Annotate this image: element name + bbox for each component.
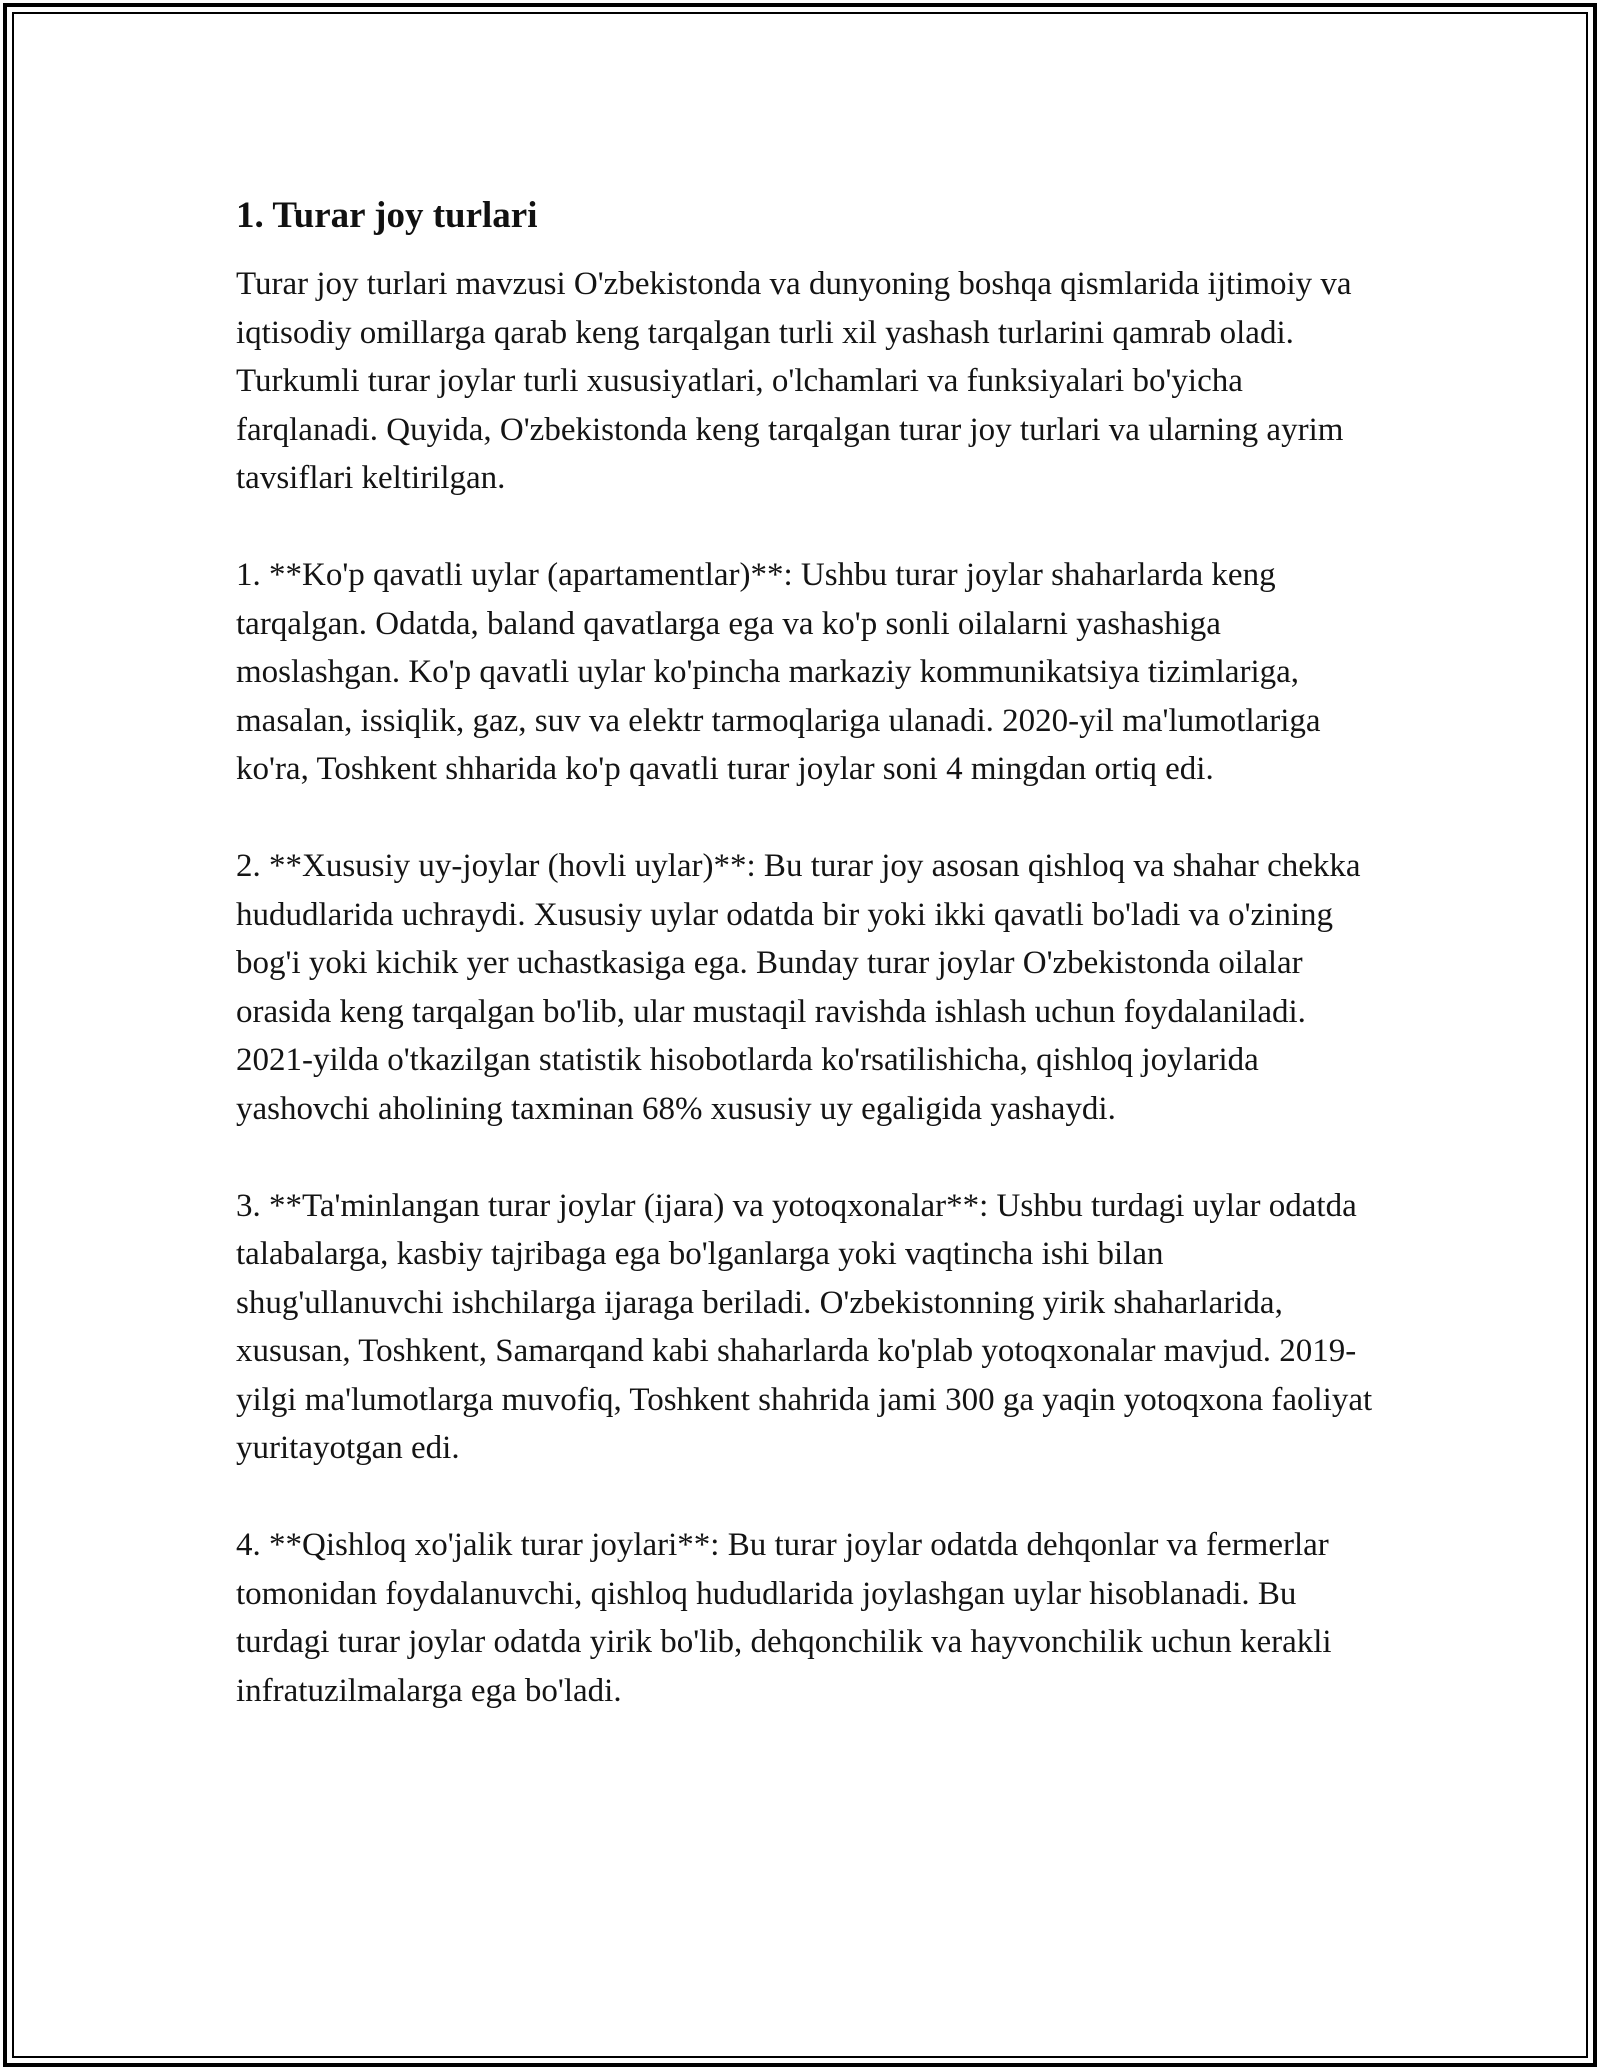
intro-paragraph: Turar joy turlari mavzusi O'zbekistonda va dunyoning boshqa qismlarida ijtimoiy va iqtisodiy omillarga qarab keng tarqalgan turli xil yashash turlarini qamrab oladi. Turkumli turar joylar turli xususiyatlari, o'lchamlari va funksiyalari bo'yicha farqlanadi. Quyida, O'zbekistonda keng tarqalgan turar joy turlari va ularning ayrim tavsiflari keltirilgan. bbox=[236, 266, 1352, 496]
document-body bbox=[236, 186, 1376, 1715]
list-item-farm-housing: 4. **Qishloq xo'jalik turar joylari**: Bu turar joylar odatda dehqonlar va fermerlar tomonidan foydalanuvchi, qishloq hududlarida joylashgan uylar hisoblanadi. Bu turdagi turar joylar odatda yirik bo'lib, dehqonchilik va hayvonchilik uchun kerakli infratuzilmalarga ega bo'ladi. bbox=[236, 1527, 1332, 1709]
list-item-apartments: 1. **Ko'p qavatli uylar (apartamentlar)**: Ushbu turar joylar shaharlarda keng tarqalgan. Odatda, baland qavatlarga ega va ko'p sonli oilalarni yashashiga moslashgan. Ko'p qavatli uylar ko'pincha markaziy kommunikatsiya tizimlariga, masalan, issiqlik, gaz, suv va elektr tarmoqlariga ulanadi. 2020-yil ma'lumotlariga ko'ra, Toshkent shharida ko'p qavatli turar joylar soni 4 mingdan ortiq edi. bbox=[236, 557, 1321, 787]
list-item-dormitories: 3. **Ta'minlangan turar joylar (ijara) va yotoqxonalar**: Ushbu turdagi uylar odatda talabalarga, kasbiy tajribaga ega bo'lganlarga yoki vaqtincha ishi bilan shug'ullanuvchi ishchilarga ijaraga beriladi. O'zbekistonning yirik shaharlarida, xususan, Toshkent, Samarqand kabi shaharlarda ko'plab yotoqxonalar mavjud. 2019-yilgi ma'lumotlarga muvofiq, Toshkent shahrida jami 300 ga yaqin yotoqxona faoliyat yuritayotgan edi. bbox=[236, 1187, 1373, 1466]
section-title: 1. Turar joy turlari bbox=[236, 195, 538, 236]
list-item-private-houses: 2. **Xususiy uy-joylar (hovli uylar)**: Bu turar joy asosan qishloq va shahar chekka hududlarida uchraydi. Xususiy uylar odatda bir yoki ikki qavatli bo'ladi va o'zining bog'i yoki kichik yer uchastkasiga ega. Bunday turar joylar O'zbekistonda oilalar orasida keng tarqalgan bo'lib, ular mustaqil ravishda ishlash uchun foydalaniladi. 2021-yilda o'tkazilgan statistik hisobotlarda ko'rsatilishicha, qishloq joylarida yashovchi aholining taxminan 68% xususiy uy egaligida yashaydi. bbox=[236, 848, 1361, 1127]
